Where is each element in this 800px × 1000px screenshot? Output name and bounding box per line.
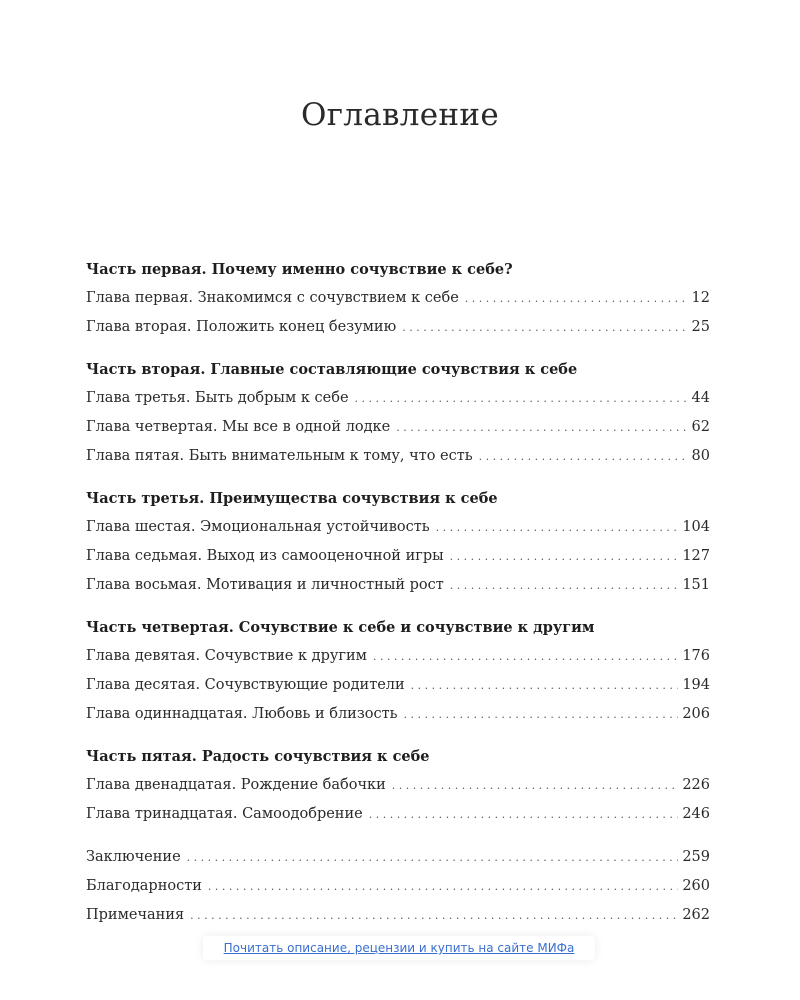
chapter-title: Глава третья. Быть добрым к себе xyxy=(86,390,349,406)
page-number: 176 xyxy=(682,648,710,664)
page-title: Оглавление xyxy=(301,96,499,133)
toc-part-4 xyxy=(86,614,710,729)
page-number: 127 xyxy=(682,548,710,564)
part-title: Часть третья. Преимущества сочувствия к себе xyxy=(86,490,498,507)
part-title: Часть пятая. Радость сочувствия к себе xyxy=(86,748,430,765)
buy-on-mif-link[interactable]: Почитать описание, рецензии и купить на сайте МИФа xyxy=(203,936,595,960)
section-title: Заключение xyxy=(86,849,181,865)
toc-entry[interactable] xyxy=(86,843,710,872)
dot-leader xyxy=(396,413,687,442)
dot-leader xyxy=(450,542,679,571)
toc-part-2 xyxy=(86,356,710,471)
chapter-title: Глава пятая. Быть внимательным к тому, что есть xyxy=(86,448,473,464)
part-title: Часть четвертая. Сочувствие к себе и сочувствие к другим xyxy=(86,619,595,636)
chapter-title: Глава тринадцатая. Самоодобрение xyxy=(86,806,363,822)
dot-leader xyxy=(373,642,678,671)
part-title: Часть вторая. Главные составляющие сочувствия к себе xyxy=(86,361,578,378)
part-title: Часть первая. Почему именно сочувствие к себе? xyxy=(86,261,513,278)
page-number: 194 xyxy=(682,677,710,693)
chapter-title: Глава девятая. Сочувствие к другим xyxy=(86,648,367,664)
toc-entry[interactable] xyxy=(86,513,710,542)
page-number: 246 xyxy=(682,806,710,822)
toc-entry[interactable] xyxy=(86,901,710,930)
page-number: 259 xyxy=(682,849,710,865)
toc-entry[interactable] xyxy=(86,671,710,700)
chapter-title: Глава восьмая. Мотивация и личностный рост xyxy=(86,577,444,593)
page-number: 151 xyxy=(682,577,710,593)
toc-entry[interactable] xyxy=(86,771,710,800)
dot-leader xyxy=(355,384,688,413)
page-number: 12 xyxy=(691,290,710,306)
section-title: Благодарности xyxy=(86,878,202,894)
dot-leader xyxy=(411,671,679,700)
chapter-title: Глава вторая. Положить конец безумию xyxy=(86,319,397,335)
dot-leader xyxy=(436,513,679,542)
dot-leader xyxy=(450,571,679,600)
dot-leader xyxy=(465,284,688,313)
dot-leader xyxy=(187,843,679,872)
toc-part-1 xyxy=(86,256,710,342)
page-number: 260 xyxy=(682,878,710,894)
toc-entry[interactable] xyxy=(86,872,710,901)
page-number: 104 xyxy=(682,519,710,535)
toc-entry[interactable] xyxy=(86,413,710,442)
dot-leader xyxy=(402,313,687,342)
toc-entry[interactable] xyxy=(86,642,710,671)
toc-entry[interactable] xyxy=(86,442,710,471)
toc-entry[interactable] xyxy=(86,313,710,342)
page-number: 206 xyxy=(682,706,710,722)
chapter-title: Глава седьмая. Выход из самооценочной игры xyxy=(86,548,444,564)
page-number: 262 xyxy=(682,907,710,923)
dot-leader xyxy=(404,700,679,729)
chapter-title: Глава первая. Знакомимся с сочувствием к себе xyxy=(86,290,459,306)
page-number: 80 xyxy=(691,448,710,464)
dot-leader xyxy=(190,901,678,930)
dot-leader xyxy=(208,872,678,901)
toc-entry[interactable] xyxy=(86,700,710,729)
dot-leader xyxy=(369,800,679,829)
chapter-title: Глава шестая. Эмоциональная устойчивость xyxy=(86,519,430,535)
page-number: 25 xyxy=(691,319,710,335)
toc-entry[interactable] xyxy=(86,800,710,829)
dot-leader xyxy=(392,771,679,800)
toc-part-5 xyxy=(86,743,710,829)
chapter-title: Глава одиннадцатая. Любовь и близость xyxy=(86,706,398,722)
toc-entry[interactable] xyxy=(86,284,710,313)
page-number: 44 xyxy=(691,390,710,406)
section-title: Примечания xyxy=(86,907,185,923)
toc-entry[interactable] xyxy=(86,571,710,600)
chapter-title: Глава четвертая. Мы все в одной лодке xyxy=(86,419,391,435)
chapter-title: Глава десятая. Сочувствующие родители xyxy=(86,677,405,693)
dot-leader xyxy=(479,442,688,471)
toc-back-matter xyxy=(86,843,710,930)
toc-entry[interactable] xyxy=(86,384,710,413)
toc-entry[interactable] xyxy=(86,542,710,571)
table-of-contents xyxy=(86,256,710,930)
page-number: 226 xyxy=(682,777,710,793)
page-number: 62 xyxy=(691,419,710,435)
toc-part-3 xyxy=(86,485,710,600)
chapter-title: Глава двенадцатая. Рождение бабочки xyxy=(86,777,386,793)
